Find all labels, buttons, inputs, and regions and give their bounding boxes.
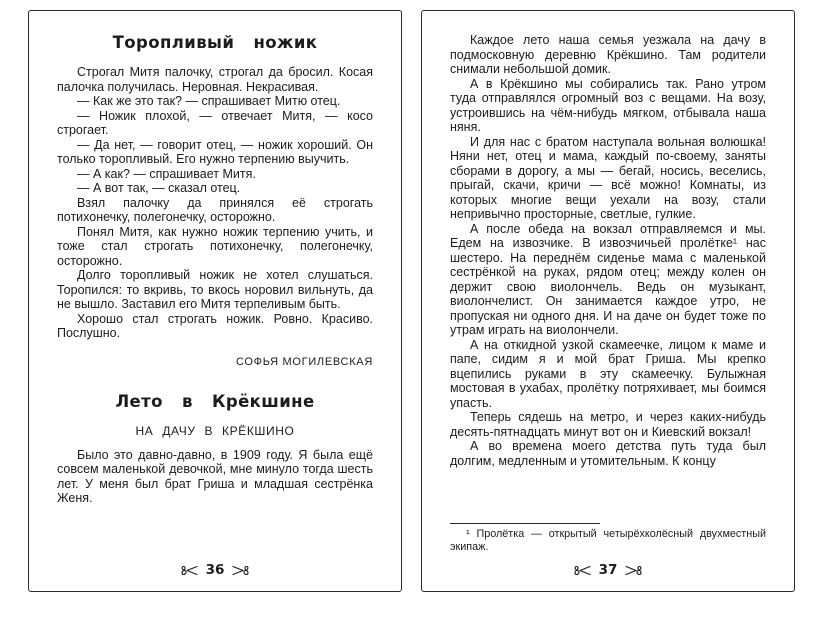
page-right (421, 10, 795, 592)
page-ornament-right-icon (231, 565, 250, 576)
paragraph: — А вот так, — сказал отец. (77, 181, 241, 195)
paragraph: — А как? — спрашивает Митя. (77, 166, 256, 181)
page-number: 37 (598, 562, 618, 578)
paragraph: Хорошо стал строгать ножик. Ровно. Красиво. Послушно. (57, 311, 373, 340)
paragraph: Было это давно-давно, в 1909 году. Я была ещё совсем маленькой девочкой, мне минуло тогда шесть лет. У меня был брат Гриша и младшая сестрёнка Женя. (57, 447, 373, 505)
paragraph: И для нас с братом наступала вольная волюшка! Няни нет, отец и мама, каждый по-своему, заняты сборами в дорогу, а мы — бегай, носись, веселись, прыгай, скачи, кричи — всё можно! Комнаты, из которых многие вещи уехали на возу, стали непривычно просторные, светлые, гулкие. (450, 134, 766, 221)
author-credit: СОФЬЯ МОГИЛЕВСКАЯ (236, 355, 373, 368)
page-ornament-left-icon (180, 565, 199, 576)
story2-subtitle: НА ДАЧУ В КРЁКШИНО (135, 423, 295, 438)
paragraph: — Ножик плохой, — отвечает Митя, — косо строгает. (57, 108, 373, 137)
story1-body (57, 65, 373, 341)
page-number: 36 (205, 562, 225, 578)
page-footer (57, 556, 373, 578)
paragraph: Долго торопливый ножик не хотел слушаться. Торопился: то вкривь, то вкось норовил вильнуть, да не вышло. Заставил его Митя терпеливым быть. (57, 268, 373, 311)
page-left (28, 10, 402, 592)
story1-title: Торопливый ножик (112, 33, 318, 52)
footnote-divider (450, 523, 600, 524)
paragraph: А на откидной узкой скамеечке, лицом к маме и папе, сидим я и мой брат Гриша. Мы крепко вцепились руками в эту скамеечку. Булыжная мостовая в ухабах, пролётку потряхивает, мы боимся упасть. (450, 337, 766, 410)
footnote: ¹ Пролётка — открытый четырёхколёсный двухместный экипаж. (450, 528, 766, 553)
page-ornament-right-icon (624, 565, 643, 576)
story2-body-continued (450, 33, 766, 468)
paragraph: Строгал Митя палочку, строгал да бросил. Косая палочка получилась. Неровная. Некрасивая. (57, 65, 373, 94)
paragraph: Взял палочку да принялся её строгать потихонечку, полегонечку, осторожно. (57, 195, 373, 224)
paragraph: А после обеда на вокзал отправляемся и мы. Едем на извозчике. В извозчичьей пролётке¹ нас шестеро. На переднём сиденье мама с маленькой сестрёнкой на руках, рядом отец; между колен он держит свою виолончель. Ведь он музыкант, виолончелист. Он занимается каждое утро, не пропуская ни одного дня. И на даче он будет тоже по утрам играть на виолончели. (450, 221, 766, 337)
paragraph: Каждое лето наша семья уезжала на дачу в подмосковную деревню Крёкшино. Там родители снимали небольшой домик. (450, 33, 766, 76)
paragraph: А во времена моего детства путь туда был долгим, медленным и утомительным. К концу (450, 439, 766, 468)
paragraph: Понял Митя, как нужно ножик терпению учить, и тоже стал строгать потихонечку, полегонечку, осторожно. (57, 224, 373, 268)
story2-title: Лето в Крёкшине (115, 391, 315, 411)
paragraph: Теперь сядешь на метро, и через каких-нибудь десять-пятнадцать минут вот он и Киевский вокзал! (450, 410, 766, 439)
paragraph: — Да нет, — говорит отец, — ножик хороший. Он только торопливый. Его нужно терпению выучить. (57, 137, 373, 166)
page-ornament-left-icon (573, 565, 592, 576)
story2-body (57, 448, 373, 506)
footnote-block (450, 518, 766, 554)
paragraph: — Как же это так? — спрашивает Митю отец. (77, 94, 341, 108)
paragraph: А в Крёкшино мы собирались так. Рано утром туда отправлялся огромный воз с вещами. На возу, устроившись на чём-нибудь мягком, отбывала наша няня. (450, 76, 766, 134)
page-footer (450, 556, 766, 578)
